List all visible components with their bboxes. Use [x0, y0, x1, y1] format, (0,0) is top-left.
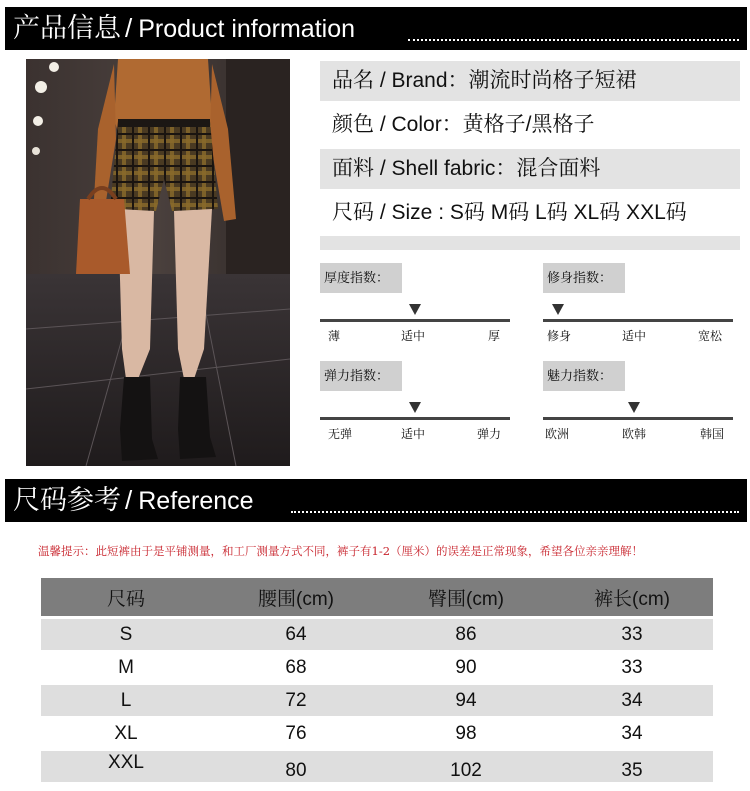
- measurement-notice: 温馨提示：此短裤由于是平铺测量，和工厂测量方式不同，裤子有1-2（厘米）的误差是正常现象，希望各位亲亲理解！: [38, 544, 644, 558]
- cell-length: 33: [621, 623, 643, 645]
- brand-text: 品名 / Brand：潮流时尚格子短裙: [332, 69, 637, 92]
- header2-dotted-line: [291, 511, 739, 513]
- thickness-option-low: 薄: [328, 329, 341, 343]
- cell-hip: 90: [455, 656, 477, 678]
- cell-size: XL: [114, 722, 138, 744]
- section-title-slash: /: [125, 13, 133, 43]
- cell-waist: 64: [285, 623, 307, 645]
- size-text: 尺码 / Size : S码 M码 L码 XL码 XXL码: [332, 201, 687, 224]
- charm-marker-icon: [628, 402, 640, 413]
- elasticity-option-none: 无弹: [328, 427, 353, 441]
- cell-length: 34: [621, 722, 643, 744]
- fit-option-loose: 宽松: [698, 329, 723, 343]
- section-title-cn: 产品信息: [13, 13, 121, 44]
- table-row: [41, 751, 713, 782]
- cell-length: 33: [621, 656, 643, 678]
- cell-size: M: [118, 656, 134, 678]
- table-header-row: [41, 578, 713, 616]
- elasticity-scale-line: [320, 417, 510, 420]
- fabric-text: 面料 / Shell fabric：混合面料: [332, 157, 601, 180]
- info-row-brand: [320, 61, 740, 101]
- info-row-fabric: [320, 149, 740, 189]
- table-row: [41, 718, 713, 749]
- section2-title-cn: 尺码参考: [13, 485, 121, 516]
- elasticity-index: [320, 361, 510, 441]
- table-row: [41, 685, 713, 716]
- color-text: 颜色 / Color：黄格子/黑格子: [332, 113, 595, 136]
- thickness-option-mid: 适中: [401, 329, 426, 343]
- charm-option-korea: 韩国: [700, 427, 725, 441]
- table-row: [41, 619, 713, 650]
- elasticity-option-high: 弹力: [477, 427, 502, 441]
- size-reference-header: [5, 479, 747, 522]
- thickness-marker-icon: [409, 304, 421, 315]
- section-title-en: Product information: [138, 15, 356, 43]
- model-image: [26, 59, 290, 466]
- cell-waist: 68: [285, 656, 307, 678]
- fit-marker-icon: [552, 304, 564, 315]
- charm-option-europe: 欧洲: [545, 427, 570, 441]
- cell-size: S: [119, 623, 133, 645]
- section2-title-en: Reference: [138, 487, 254, 515]
- cell-size: L: [120, 689, 132, 711]
- charm-option-euro-korean: 欧韩: [622, 427, 647, 441]
- product-info-header: [5, 7, 747, 50]
- info-separator: [320, 236, 740, 250]
- info-row-size: [320, 193, 740, 233]
- section2-title-slash: /: [125, 485, 133, 515]
- charm-scale-line: [543, 417, 733, 420]
- fit-option-mid: 适中: [622, 329, 647, 343]
- thickness-scale-line: [320, 319, 510, 322]
- header-length: 裤长(cm): [594, 588, 670, 610]
- info-row-color: [320, 105, 740, 145]
- fit-index: [543, 263, 733, 343]
- thickness-option-high: 厚: [488, 329, 501, 343]
- cell-waist: 80: [285, 760, 307, 781]
- cell-length: 35: [621, 760, 643, 781]
- cell-waist: 76: [285, 722, 307, 744]
- cell-hip: 98: [455, 722, 477, 744]
- header-size: 尺码: [106, 588, 145, 610]
- cell-hip: 94: [455, 689, 477, 711]
- cell-hip: 86: [455, 623, 477, 645]
- elasticity-option-mid: 适中: [401, 427, 426, 441]
- cell-hip: 102: [450, 760, 482, 781]
- elasticity-marker-icon: [409, 402, 421, 413]
- thickness-label: 厚度指数：: [320, 263, 402, 293]
- product-photo: [26, 59, 290, 466]
- header-waist: 腰围(cm): [258, 588, 334, 610]
- elasticity-label: 弹力指数：: [320, 361, 402, 391]
- table-row: [41, 652, 713, 683]
- size-table: [41, 578, 713, 782]
- cell-length: 34: [621, 689, 643, 711]
- fit-scale-line: [543, 319, 733, 322]
- fit-option-slim: 修身: [547, 329, 572, 343]
- fit-label: 修身指数：: [543, 263, 625, 293]
- thickness-index: [320, 263, 510, 343]
- charm-label: 魅力指数：: [543, 361, 625, 391]
- cell-waist: 72: [285, 689, 307, 711]
- charm-index: [543, 361, 733, 441]
- cell-size: XXL: [108, 752, 144, 773]
- header-hip: 臀围(cm): [428, 588, 504, 610]
- header-dotted-line: [408, 39, 739, 41]
